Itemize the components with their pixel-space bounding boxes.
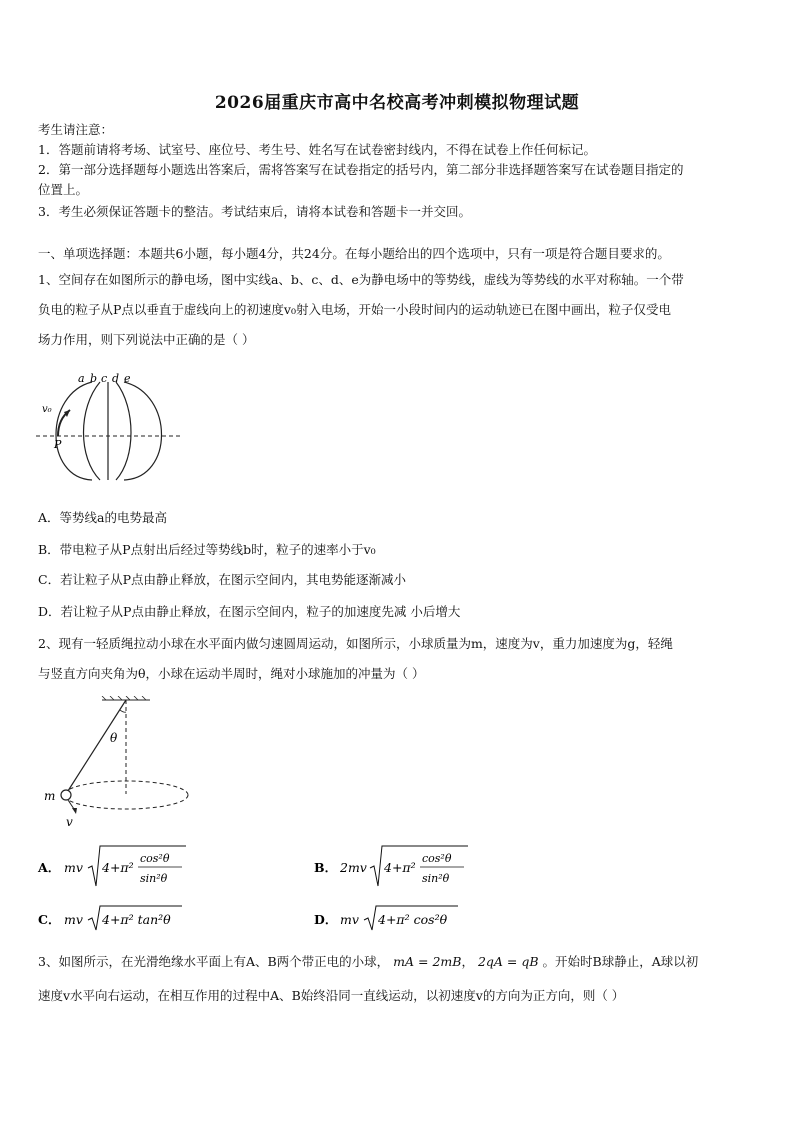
ball xyxy=(61,790,71,800)
q2-option-d xyxy=(312,902,502,934)
notice-item: 2．第一部分选择题每小题选出答案后，需将答案写在试卷指定的括号内，第二部分非选择题答案写在试卷题目指定的 xyxy=(38,162,684,177)
label-b: b xyxy=(90,372,98,385)
question-1-text: 1、空间存在如图所示的静电场，图中实线a、b、c、d、e为静电场中的等势线，虚线为等势线的水平对称轴。一个带 xyxy=(38,272,684,287)
svg-text:C．: C． xyxy=(38,912,61,927)
equipotential-d xyxy=(116,382,131,480)
svg-text:cos²θ: cos²θ xyxy=(422,852,452,865)
option-a: A．等势线a的电势最高 xyxy=(38,510,167,525)
notice-heading: 考生请注意： xyxy=(38,122,114,137)
q3-charge-relation: 2qA = qB xyxy=(477,954,539,969)
svg-text:cos²θ: cos²θ xyxy=(140,852,170,865)
question-3-text: 速度v水平向右运动，在相互作用的过程中A、B始终沿同一直线运动，以初速度v的方向为正方向，则（ ） xyxy=(38,988,625,1003)
conical-pendulum-figure xyxy=(40,696,200,832)
rope xyxy=(66,700,126,794)
q3-text-part: 。开始时B球静止，A球以初 xyxy=(542,954,699,969)
svg-text:mv: mv xyxy=(340,912,359,927)
label-a: a xyxy=(78,372,85,385)
q2-option-c xyxy=(36,902,226,934)
label-v: v xyxy=(66,815,73,829)
svg-text:4+π² tan²θ: 4+π² tan²θ xyxy=(102,912,171,927)
svg-text:B．: B． xyxy=(314,860,338,875)
label-d: d xyxy=(112,372,120,385)
question-2-text: 与竖直方向夹角为θ，小球在运动半周时，绳对小球施加的冲量为（ ） xyxy=(38,666,425,681)
svg-text:D．: D． xyxy=(314,912,338,927)
section-heading: 一、单项选择题：本题共6小题，每小题4分，共24分。在每小题给出的四个选项中，只有一项是符合题目要求的。 xyxy=(38,246,670,261)
label-c: c xyxy=(101,372,108,385)
question-1-text: 场力作用，则下列说法中正确的是（ ） xyxy=(38,332,255,347)
option-b: B．带电粒子从P点射出后经过等势线b时，粒子的速率小于v₀ xyxy=(38,542,376,557)
svg-text:mv: mv xyxy=(64,912,83,927)
question-1-text: 负电的粒子从P点以垂直于虚线向上的初速度v₀射入电场，开始一小段时间内的运动轨迹已在图中画出，粒子仅受电 xyxy=(38,302,671,317)
notice-item: 位置上。 xyxy=(38,182,89,197)
equipotential-figure xyxy=(34,368,184,488)
label-m: m xyxy=(44,789,56,803)
page-title: 2026届重庆市高中名校高考冲刺模拟物理试题 xyxy=(214,93,580,113)
q2-option-a xyxy=(36,842,226,892)
equipotential-a xyxy=(56,382,92,480)
svg-text:mv: mv xyxy=(64,860,83,875)
notice-item: 3．考生必须保证答题卡的整洁。考试结束后，请将本试卷和答题卡一并交回。 xyxy=(38,204,471,219)
angle-arc xyxy=(120,710,126,712)
svg-text:A．: A． xyxy=(38,860,61,875)
svg-text:2mv: 2mv xyxy=(340,860,367,875)
q3-text-part: 3、如图所示，在光滑绝缘水平面上有A、B两个带正电的小球， xyxy=(38,954,390,969)
q3-mass-relation: mA = 2mB xyxy=(393,954,462,969)
svg-text:4+π²: 4+π² xyxy=(102,860,134,875)
svg-text:4+π² cos²θ: 4+π² cos²θ xyxy=(378,912,448,927)
question-3-text: 3、如图所示，在光滑绝缘水平面上有A、B两个带正电的小球， mA = 2mB， 2qA = qB 。开始时B球静止，A球以初 xyxy=(38,954,699,969)
question-2-text: 2、现有一轻质绳拉动小球在水平面内做匀速圆周运动，如图所示，小球质量为m，速度为v，重力加速度为g，轻绳 xyxy=(38,636,673,651)
svg-text:sin²θ: sin²θ xyxy=(422,872,450,885)
option-d: D．若让粒子从P点由静止释放，在图示空间内，粒子的加速度先减 小后增大 xyxy=(38,604,461,619)
label-p: P xyxy=(54,438,62,451)
equipotential-b xyxy=(84,382,101,480)
option-c: C．若让粒子从P点由静止释放，在图示空间内，其电势能逐渐减小 xyxy=(38,572,406,587)
svg-text:4+π²: 4+π² xyxy=(384,860,416,875)
label-e: e xyxy=(124,372,131,385)
notice-item: 1．答题前请将考场、试室号、座位号、考生号、姓名写在试卷密封线内，不得在试卷上作任何标记。 xyxy=(38,142,596,157)
label-theta: θ xyxy=(110,731,118,745)
svg-text:sin²θ: sin²θ xyxy=(140,872,168,885)
equipotential-e xyxy=(124,382,162,480)
label-v0: v₀ xyxy=(42,404,52,415)
q2-option-b xyxy=(312,842,502,892)
